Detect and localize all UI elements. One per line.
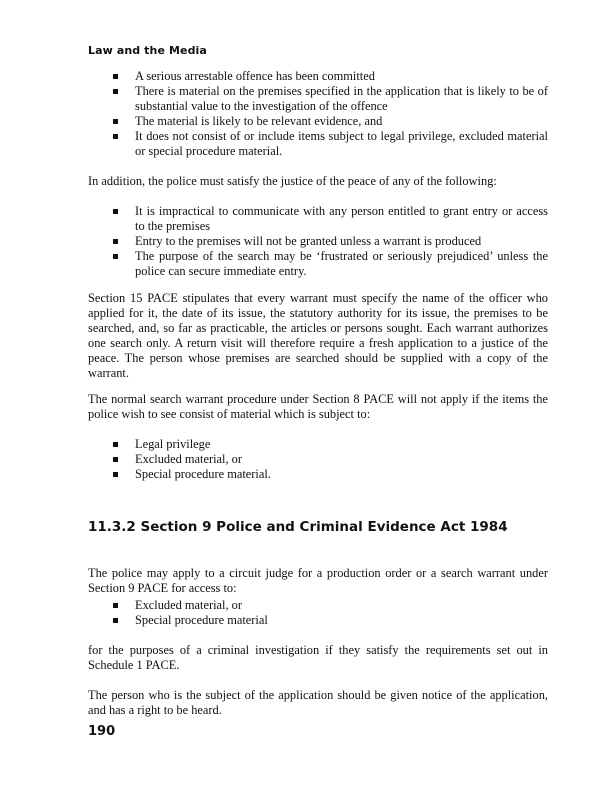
bullet-list-additional [88, 204, 548, 279]
list-item: Legal privilege [88, 437, 548, 452]
square-bullet-icon [113, 472, 118, 477]
square-bullet-icon [113, 209, 118, 214]
list-item: A serious arrestable offence has been committed [88, 69, 548, 84]
list-item: There is material on the premises specified in the application that is likely to be of substantial value to the investigation of the offence [88, 84, 548, 114]
square-bullet-icon [113, 254, 118, 259]
list-item: Special procedure material. [88, 467, 548, 482]
list-item: The purpose of the search may be ‘frustrated or seriously prejudiced’ unless the police can secure immediate entry. [88, 249, 548, 279]
paragraph: Section 15 PACE stipulates that every warrant must specify the name of the officer who applied for it, the date of its issue, the statutory authority for its issue, the premises to be searched, and, so far as practicable, the articles or persons sought. Each warrant authorizes one search only. A return visit will therefore require a fresh application to a justice of the peace. The person whose premises are searched should be supplied with a copy of the warrant. [88, 291, 548, 380]
list-item: Special procedure material [88, 613, 548, 628]
paragraph: The police may apply to a circuit judge for a production order or a search warrant under Section 9 PACE for access to: [88, 566, 548, 595]
paragraph: for the purposes of a criminal investigation if they satisfy the requirements set out in Schedule 1 PACE. [88, 643, 548, 672]
square-bullet-icon [113, 457, 118, 462]
square-bullet-icon [113, 119, 118, 124]
section-heading: 11.3.2 Section 9 Police and Criminal Evidence Act 1984 [88, 519, 508, 535]
list-item: Excluded material, or [88, 452, 548, 467]
list-item: Entry to the premises will not be granted unless a warrant is produced [88, 234, 548, 249]
square-bullet-icon [113, 618, 118, 623]
square-bullet-icon [113, 74, 118, 79]
list-item: It does not consist of or include items subject to legal privilege, excluded material or special procedure material. [88, 129, 548, 159]
list-item: It is impractical to communicate with any person entitled to grant entry or access to the premises [88, 204, 548, 234]
page-number: 190 [88, 724, 116, 739]
square-bullet-icon [113, 89, 118, 94]
paragraph: The person who is the subject of the application should be given notice of the application, and has a right to be heard. [88, 688, 548, 717]
bullet-list-conditions [88, 69, 548, 159]
square-bullet-icon [113, 603, 118, 608]
square-bullet-icon [113, 442, 118, 447]
bullet-list-exceptions [88, 437, 548, 482]
running-head: Law and the Media [88, 44, 207, 57]
square-bullet-icon [113, 239, 118, 244]
paragraph: The normal search warrant procedure under Section 8 PACE will not apply if the items the police wish to see consist of material which is subject to: [88, 392, 548, 421]
list-item: The material is likely to be relevant evidence, and [88, 114, 548, 129]
paragraph: In addition, the police must satisfy the justice of the peace of any of the following: [88, 174, 497, 188]
square-bullet-icon [113, 134, 118, 139]
list-item: Excluded material, or [88, 598, 548, 613]
bullet-list-access [88, 598, 548, 628]
